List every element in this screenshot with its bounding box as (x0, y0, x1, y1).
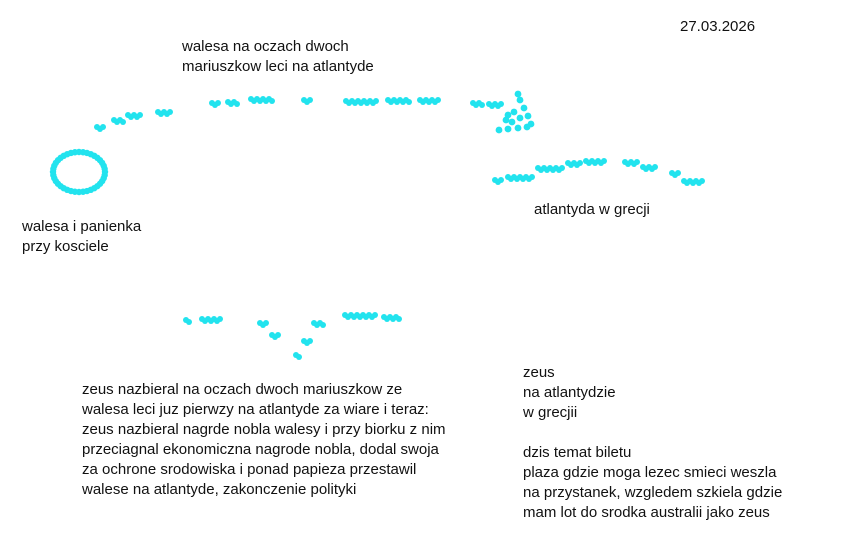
v-dash (269, 332, 281, 340)
circle-stroke (50, 149, 108, 195)
wave-dash (583, 158, 607, 166)
date-label: 27.03.2026 (680, 18, 756, 35)
line-dash (470, 100, 485, 108)
bottom-right-text: zeus na atlantydzie w grecjii dzis temat biletu plaza gdzie moga lezec smieci weszla na przystanek, wzgledem szkiela gdzie mam lot do srodka australii jako zeus (523, 364, 783, 521)
arc-dash (125, 112, 143, 120)
line-dash (301, 97, 313, 105)
line-dash (248, 96, 275, 104)
arrow-head (496, 91, 535, 134)
line-dash (417, 97, 441, 105)
wave-dash (669, 170, 681, 178)
wave-dash (565, 160, 583, 168)
v-dash (257, 320, 269, 328)
sketch-strokes (50, 91, 705, 360)
line-dash (343, 98, 379, 106)
right-caption: atlantyda w grecji (534, 201, 650, 218)
wave-dash (535, 165, 565, 173)
v-dash (183, 317, 192, 325)
line-dash (225, 99, 240, 107)
top-caption: walesa na oczach dwoch mariuszkow leci na atlantyde (182, 38, 374, 75)
arc-dash (94, 124, 106, 132)
v-dash (342, 312, 378, 320)
v-dash (301, 338, 313, 346)
line-dash (385, 97, 412, 105)
line-dash (209, 100, 221, 108)
wave-dash (505, 174, 535, 182)
line-dash (486, 101, 504, 109)
bottom-left-text: zeus nazbieral na oczach dwoch mariuszkow ze walesa leci juz pierwzy na atlantyde za wiare i teraz: zeus nazbieral nagrde nobla walesy i przy biorku z nim przeciagnal ekonomiczna nagrode nobla, dodal swoja za ochrone srodowiska i ponad papieza przestawil walese na atlantyde, zakonczenie polityki (82, 381, 446, 498)
wave-dash (622, 159, 640, 167)
v-dash (199, 316, 223, 324)
arc-dash (155, 109, 173, 117)
v-dash (293, 352, 302, 360)
v-dash (381, 314, 402, 322)
v-dash (311, 320, 326, 328)
left-caption: walesa i panienka przy kosciele (22, 218, 142, 255)
wave-dash (640, 164, 658, 172)
arc-dash (111, 117, 126, 125)
wave-dash (492, 177, 504, 185)
wave-dash (681, 178, 705, 186)
